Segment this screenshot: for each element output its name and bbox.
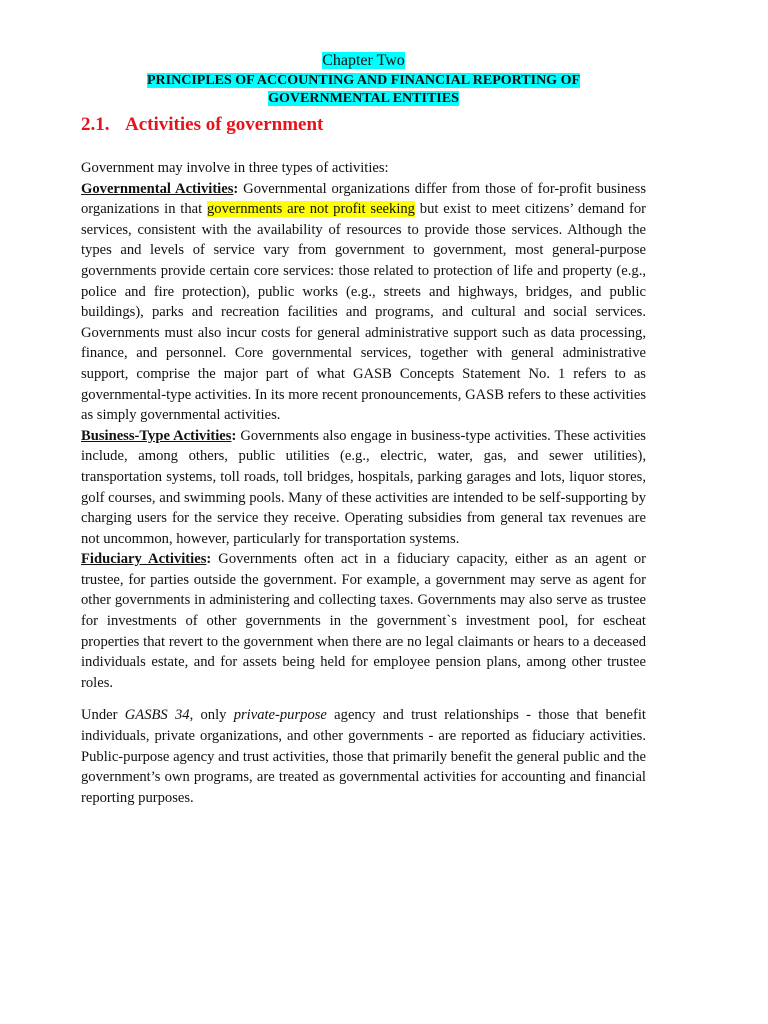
- governmental-activities-term: Governmental Activities: [81, 180, 234, 197]
- chapter-subtitle: [81, 72, 646, 108]
- gasbs-text-2: , only: [189, 707, 234, 724]
- gasbs-text-3: agency and trust relationships - those that benefit individuals, private organizations, and other governments - are reported as fiduciary activities. Public-purpose agency and trust activities, those that primarily benefit the general public and the government’s own programs, are treated as governmental activities for accounting and financial reporting purposes.: [81, 707, 646, 806]
- governmental-text-a: Governmental organizations differ from those of for-profit business organizations in that: [81, 180, 646, 218]
- chapter-heading: [81, 50, 646, 72]
- intro-paragraph: Government may involve in three types of activities:: [81, 160, 389, 176]
- section-number: 2.1.: [81, 114, 110, 135]
- governmental-text-b: but exist to meet citizens’ demand for services, consistent with the availability of resources to provide those services. Although the types and levels of service vary from government to government, most general-purpose governments provide certain core services: those related to protection of life and property (e.g., police and fire protection), public works (e.g., streets and highways, bridges, and public buildings), parks and recreation facilities and programs, and cultural and social services. Governments must also incur costs for general administrative support such as data processing, finance, and personnel. Core governmental services, together with general administrative support, comprise the major part of what GASB Concepts Statement No. 1 refers to as governmental-type activities. In its more recent pronouncements, GASB refers to these activities as simply governmental activities.: [81, 201, 646, 424]
- chapter-title: Chapter Two: [322, 52, 405, 69]
- fiduciary-text: Governments often act in a fiduciary capacity, either as an agent or trustee, for parties outside the government. For example, a government may serve as agent for other governments in administering and collecting taxes. Governments may also serve as trustee for investments of other governments in the government`s investment pool, for escheat properties that revert to the government when there are no legal claimants or hears to a deceased individuals estate, and for assets being held for employee pension plans, among other trustee roles.: [81, 551, 646, 691]
- section-title: Activities of government: [125, 114, 324, 135]
- business-colon: :: [231, 427, 237, 444]
- document-page: [81, 50, 646, 808]
- fiduciary-activities-term: Fiduciary Activities: [81, 551, 207, 568]
- business-type-activities-term: Business-Type Activities: [81, 427, 232, 444]
- chapter-subtitle-line1: PRINCIPLES OF ACCOUNTING AND FINANCIAL REPORTING OF: [146, 73, 581, 88]
- gasbs-text-1: Under: [81, 707, 125, 724]
- fiduciary-colon: :: [206, 551, 212, 568]
- private-purpose-term: private-purpose: [233, 707, 327, 724]
- business-type-activities-paragraph: [81, 426, 646, 550]
- chapter-subtitle-line2: GOVERNMENTAL ENTITIES: [268, 91, 459, 106]
- governmental-colon: :: [233, 180, 239, 197]
- gasbs-paragraph: [81, 705, 646, 808]
- fiduciary-activities-paragraph: [81, 549, 646, 693]
- profit-seeking-highlight: governments are not profit seeking: [206, 201, 415, 218]
- gasbs-34-reference: GASBS 34: [124, 707, 190, 724]
- section-heading: [81, 112, 646, 138]
- governmental-activities-paragraph: [81, 179, 646, 426]
- business-text: Governments also engage in business-type activities. These activities include, among others, public utilities (e.g., electric, water, gas, and sewer utilities), transportation systems, toll roads, toll bridges, hospitals, parking garages and lots, liquor stores, golf courses, and swimming pools. Many of these activities are intended to be self-supporting by charging users for the service they receive. Operating subsidies from general tax revenues are not uncommon, however, particularly for transportation systems.: [81, 427, 646, 547]
